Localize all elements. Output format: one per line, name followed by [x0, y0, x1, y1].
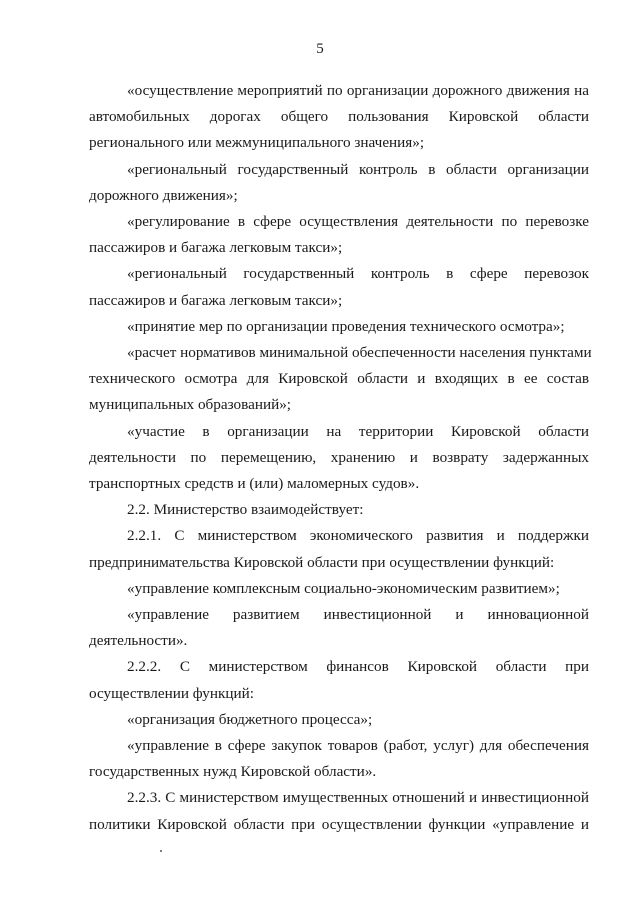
paragraph	[89, 576, 589, 602]
text-line: «расчет нормативов минимальной обеспеченности населения пунктами	[127, 344, 592, 362]
paragraph	[89, 314, 589, 340]
document-body	[89, 78, 592, 838]
text-line: «участие в организации на территории Кировской области	[127, 422, 589, 440]
text-line: муниципальных образований»;	[89, 396, 292, 414]
text-line: предпринимательства Кировской области при осуществлении функций:	[89, 553, 555, 571]
scan-speck	[160, 850, 162, 852]
text-line: «регулирование в сфере осуществления деятельности по перевозке	[127, 213, 589, 231]
paragraph	[89, 209, 589, 261]
text-line: 2.2.3. С министерством имущественных отношений и инвестиционной	[127, 789, 589, 807]
text-line: осуществлении функций:	[89, 684, 254, 702]
text-line: технического осмотра для Кировской области и входящих в ее состав	[89, 370, 589, 388]
text-line: «региональный государственный контроль в сфере перевозок	[127, 265, 589, 283]
text-line: политики Кировской области при осуществлении функции «управление и	[89, 815, 589, 833]
paragraph	[89, 261, 589, 313]
text-line: 2.2.2. С министерством финансов Кировской области при	[127, 658, 589, 676]
text-line: «осуществление мероприятий по организации дорожного движения на	[127, 82, 589, 99]
text-line: 2.2. Министерство взаимодействует:	[127, 501, 364, 519]
paragraph	[89, 78, 589, 157]
page-number: 5	[316, 41, 324, 57]
section-heading	[89, 497, 589, 523]
text-line: пассажиров и багажа легковым такси»;	[89, 291, 343, 309]
text-line: дорожного движения»;	[89, 186, 238, 204]
text-line: автомобильных дорогах общего пользования Кировской области	[89, 108, 589, 126]
paragraph	[89, 785, 589, 837]
paragraph	[89, 157, 589, 209]
text-line: «принятие мер по организации проведения технического осмотра»;	[127, 317, 565, 335]
text-line: 2.2.1. С министерством экономического развития и поддержки	[127, 527, 589, 545]
text-line: регионального или межмуниципального значения»;	[89, 134, 425, 152]
paragraph	[89, 523, 589, 575]
paragraph	[89, 733, 589, 785]
text-line: государственных нужд Кировской области».	[89, 763, 377, 781]
text-line: «региональный государственный контроль в области организации	[127, 160, 589, 178]
paragraph	[89, 602, 589, 654]
text-line: пассажиров и багажа легковым такси»;	[89, 239, 343, 257]
paragraph	[89, 654, 589, 706]
text-line: «управление развитием инвестиционной и инновационной	[127, 606, 589, 624]
text-line: «организация бюджетного процесса»;	[127, 710, 373, 728]
text-line: «управление в сфере закупок товаров (работ, услуг) для обеспечения	[127, 737, 589, 755]
text-line: транспортных средств и (или) маломерных судов».	[89, 475, 420, 493]
text-line: «управление комплексным социально-экономическим развитием»;	[127, 579, 560, 597]
paragraph	[89, 707, 589, 733]
paragraph	[89, 419, 589, 498]
text-line: деятельности».	[89, 632, 188, 650]
paragraph	[89, 340, 592, 419]
text-line: деятельности по перемещению, хранению и возврату задержанных	[89, 448, 589, 466]
